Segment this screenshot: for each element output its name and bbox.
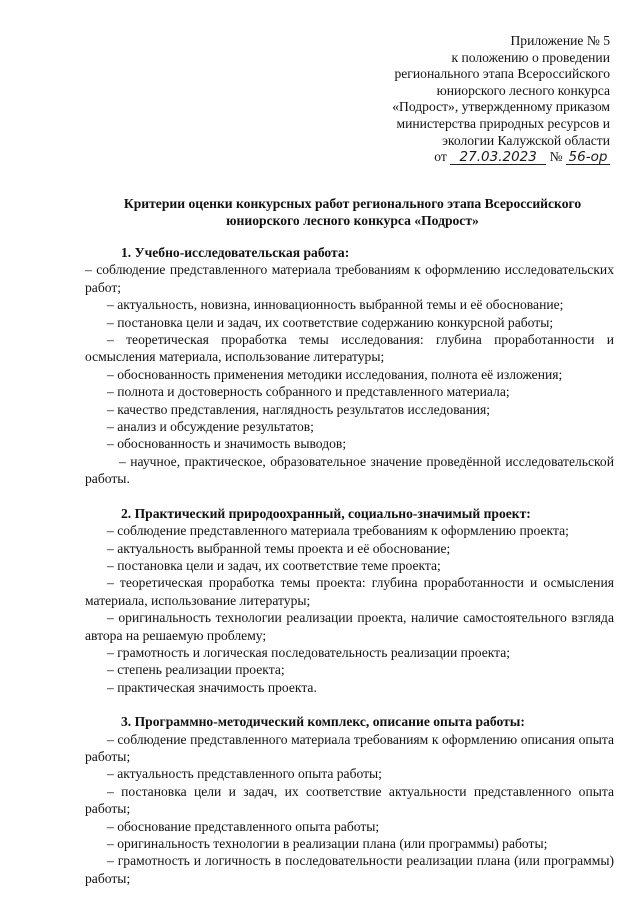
handwritten-date: 27.03.2023 <box>450 150 546 165</box>
criteria-item: – соблюдение представленного материала требованиям к оформлению исследовательских работ; <box>85 262 614 295</box>
appendix-line: Приложение № 5 <box>510 33 610 48</box>
appendix-line: юниорского лесного конкурса <box>436 82 610 98</box>
document-title <box>90 195 615 229</box>
criteria-item: – актуальность выбранной темы проекта и её обоснование; <box>107 540 451 556</box>
appendix-header <box>310 33 610 166</box>
number-prefix: № <box>549 149 563 165</box>
criteria-item: – анализ и обсуждение результатов; <box>107 419 314 435</box>
criteria-body <box>85 244 614 887</box>
section-heading: 2. Практический природоохранный, социально-значимый проект: <box>121 505 531 521</box>
criteria-item: – постановка цели и задач, их соответствие содержанию конкурсной работы; <box>107 314 554 330</box>
criteria-item: – полнота и достоверность собранного и представленного материала; <box>107 384 510 400</box>
title-line: юниорского лесного конкурса «Подрост» <box>226 213 479 228</box>
criteria-item: – актуальность представленного опыта работы; <box>107 766 382 782</box>
order-date-line <box>310 149 610 166</box>
section-research <box>85 244 614 488</box>
appendix-line: к положению о проведении <box>451 49 610 65</box>
criteria-item: – соблюдение представленного материала требованиям к оформлению описания опыта работы; <box>85 731 614 764</box>
date-prefix: от <box>434 149 447 165</box>
title-line: Критерии оценки конкурсных работ регионального этапа Всероссийского <box>123 196 582 211</box>
appendix-line: экологии Калужской области <box>442 132 610 148</box>
section-heading: 1. Учебно-исследовательская работа: <box>121 245 350 260</box>
criteria-item: – степень реализации проекта; <box>107 662 285 678</box>
criteria-item: – практическая значимость проекта. <box>107 679 317 695</box>
criteria-item: – грамотность и логичность в последовательности реализации плана (или программы) работы; <box>85 853 614 886</box>
criteria-item: – оригинальность технологии в реализации плана (или программы) работы; <box>107 836 548 851</box>
handwritten-order-number: 56-ор <box>566 150 610 165</box>
criteria-item: – постановка цели и задач, их соответствие теме проекта; <box>107 557 441 573</box>
criteria-item: – теоретическая проработка темы проекта: глубина проработанности и осмысления материала, использование литературы; <box>85 575 614 608</box>
criteria-item: – качество представления, наглядность результатов исследования; <box>107 401 491 417</box>
section-heading: 3. Программно-методический комплекс, описание опыта работы: <box>121 714 525 730</box>
appendix-line: министерства природных ресурсов и <box>396 115 610 131</box>
appendix-line: «Подрост», утвержденному приказом <box>392 99 610 115</box>
criteria-item: – обоснованность и значимость выводов; <box>107 436 347 452</box>
criteria-item: – постановка цели и задач, их соответствие актуальности представленного опыта работы; <box>85 783 614 817</box>
criteria-item: – научное, практическое, образовательное значение проведённой исследовательской работы. <box>85 453 614 487</box>
criteria-item: – обоснованность применения методики исследования, полнота её изложения; <box>107 366 563 382</box>
criteria-item: – грамотность и логическая последовательность реализации проекта; <box>107 644 511 660</box>
section-methodical <box>85 713 614 887</box>
section-project <box>85 505 614 696</box>
appendix-line: регионального этапа Всероссийского <box>394 66 610 82</box>
criteria-item: – обоснование представленного опыта работы; <box>107 818 380 834</box>
criteria-item: – актуальность, новизна, инновационность выбранной темы и её обоснование; <box>107 297 564 313</box>
criteria-item: – оригинальность технологии реализации проекта, наличие самостоятельного взгляда автора на решаемую проблему; <box>85 610 614 643</box>
criteria-item: – соблюдение представленного материала требованиям к оформлению проекта; <box>107 523 569 539</box>
criteria-item: – теоретическая проработка темы исследования: глубина проработанности и осмысления материала, использование литературы; <box>85 332 614 365</box>
